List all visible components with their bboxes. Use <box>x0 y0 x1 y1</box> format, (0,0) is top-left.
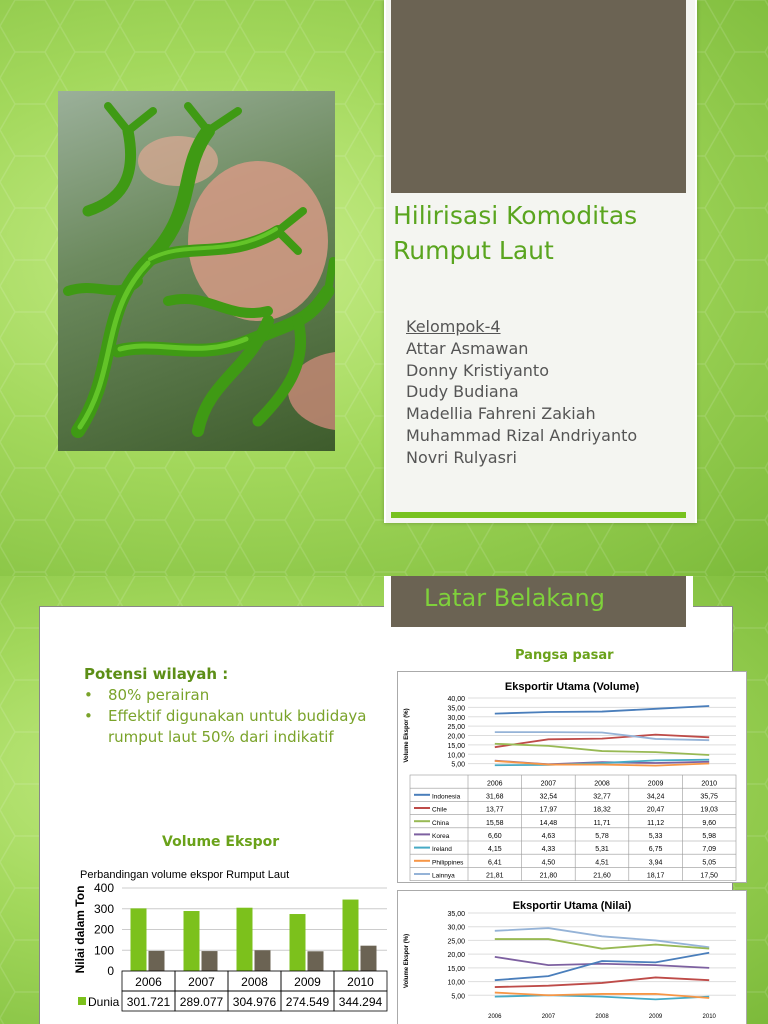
potensi-item: • 80% perairan <box>84 686 210 704</box>
x-tick-label: 2008 <box>241 975 268 989</box>
volume-line-chart <box>398 672 746 882</box>
data-label: 4,15 <box>487 846 502 854</box>
x-tick-label: 2007 <box>540 780 557 788</box>
y-tick-label: 5,00 <box>451 761 465 769</box>
series-line <box>495 977 709 987</box>
data-label: 13,77 <box>486 806 504 814</box>
data-label: 344.294 <box>338 995 383 1009</box>
y-tick-label: 400 <box>93 881 114 895</box>
data-label: 3,94 <box>648 859 663 867</box>
data-label: 19,03 <box>700 806 718 814</box>
y-tick-label: 15,00 <box>447 965 465 973</box>
value-line-chart-box <box>397 890 747 1024</box>
data-label: 17,50 <box>700 872 718 880</box>
presentation-title: Hilirisasi Komoditas Rumput Laut <box>393 201 638 265</box>
data-label: 32,54 <box>539 793 558 801</box>
data-label: 6,41 <box>487 859 502 867</box>
seaweed-illustration <box>58 91 335 451</box>
x-tick-label: 2007 <box>188 975 215 989</box>
data-label: 21,81 <box>486 872 504 880</box>
data-label: 20,47 <box>646 806 665 814</box>
data-label: 4,50 <box>541 859 556 867</box>
data-label: 18,32 <box>593 806 611 814</box>
x-tick-label: 2006 <box>135 975 162 989</box>
potensi-section <box>84 664 378 748</box>
data-label: 14,48 <box>539 819 558 827</box>
legend-label: Indonesia <box>432 793 461 801</box>
volume-title: Volume Ekspor <box>162 834 280 850</box>
x-tick-label: 2009 <box>294 975 321 989</box>
member-list <box>406 316 691 469</box>
bar <box>361 946 377 971</box>
y-tick-label: 5,00 <box>451 993 465 1001</box>
y-tick-label: 300 <box>93 901 114 916</box>
data-label: 15,58 <box>486 819 504 827</box>
data-label: 4,51 <box>595 859 609 867</box>
legend-label: Lainnya <box>432 872 455 880</box>
bar <box>131 908 147 971</box>
legend-swatch <box>78 997 86 1005</box>
data-label: 17,97 <box>539 806 558 814</box>
x-tick-label: 2008 <box>594 780 610 788</box>
title-panel-header <box>391 0 686 193</box>
legend-label: Philippines <box>432 859 464 867</box>
x-tick-label: 2009 <box>647 780 664 788</box>
data-label: 31,68 <box>486 793 504 801</box>
data-label: 9,60 <box>702 819 717 827</box>
data-label: 6,60 <box>487 833 502 840</box>
chart-title: Perbandingan volume ekspor Rumput Laut <box>80 869 290 881</box>
y-tick-label: 35,00 <box>447 705 465 713</box>
potensi-item: • Effektif digunakan untuk budidaya rumput laut 50% dari indikatif <box>84 707 367 746</box>
y-tick-label: 30,00 <box>447 714 465 722</box>
x-tick-label: 2009 <box>648 1014 663 1020</box>
data-label: 274.549 <box>285 995 330 1009</box>
y-axis-label: Nilai dalam Ton <box>73 885 87 974</box>
y-tick-label: 20,00 <box>447 733 465 741</box>
y-tick-label: 10,00 <box>447 979 465 987</box>
pangsa-title: Pangsa pasar <box>515 648 614 663</box>
bar <box>308 951 324 971</box>
legend-label: Chile <box>432 806 447 814</box>
bar <box>237 908 253 971</box>
bar <box>290 914 306 971</box>
y-tick-label: 20,00 <box>447 952 465 960</box>
bar <box>255 950 271 971</box>
data-label: 5,31 <box>595 846 609 854</box>
data-label: 11,71 <box>593 819 611 827</box>
y-tick-label: 100 <box>93 943 114 958</box>
data-label: 5,33 <box>648 833 663 840</box>
legend-label: Korea <box>432 833 450 840</box>
x-tick-label: 2010 <box>701 780 717 788</box>
member-name: Dudy Budiana <box>406 382 519 402</box>
data-label: 32,77 <box>593 793 611 801</box>
slide-heading: Latar Belakang <box>424 584 605 612</box>
y-tick-label: 35,00 <box>447 911 465 918</box>
series-line <box>495 928 709 947</box>
y-tick-label: 30,00 <box>447 924 465 932</box>
member-name: Donny Kristiyanto <box>406 360 549 380</box>
data-label: 5,98 <box>702 833 717 840</box>
bar <box>184 911 200 971</box>
data-label: 304.976 <box>232 995 277 1009</box>
y-tick-label: 200 <box>93 922 114 937</box>
accent-bar <box>391 512 686 518</box>
data-label: 21,60 <box>593 872 611 880</box>
data-label: 35,75 <box>700 793 718 801</box>
value-line-chart <box>398 891 746 1024</box>
data-label: 289.077 <box>179 995 224 1009</box>
data-label: 301.721 <box>126 995 171 1009</box>
group-label: Kelompok-4 <box>406 317 501 336</box>
bar <box>202 951 218 971</box>
x-tick-label: 2006 <box>488 1014 502 1020</box>
volume-line-chart-box <box>397 671 747 883</box>
data-label: 4,33 <box>541 846 556 854</box>
y-tick-label: 10,00 <box>447 752 465 760</box>
background-slide <box>0 576 768 1024</box>
x-tick-label: 2010 <box>347 975 374 989</box>
legend-label: Ireland <box>432 846 452 854</box>
data-label: 34,24 <box>646 793 665 801</box>
y-tick-label: 25,00 <box>447 938 465 946</box>
series-line <box>495 744 709 755</box>
chart-title: Eksportir Utama (Volume) <box>504 681 640 693</box>
x-tick-label: 2006 <box>487 780 503 788</box>
member-name: Madellia Fahreni Zakiah <box>406 404 596 424</box>
x-tick-label: 2007 <box>541 1014 556 1020</box>
y-tick-label: 25,00 <box>447 724 465 732</box>
member-name: Attar Asmawan <box>406 338 529 358</box>
data-label: 18,17 <box>646 872 665 880</box>
potensi-title: Potensi wilayah : <box>84 665 229 683</box>
data-label: 21,80 <box>539 872 558 880</box>
data-label: 5,05 <box>702 859 717 867</box>
chart-title: Eksportir Utama (Nilai) <box>512 900 632 912</box>
x-tick-label: 2008 <box>595 1014 609 1020</box>
y-tick-label: 0 <box>107 964 114 978</box>
member-name: Muhammad Rizal Andriyanto <box>406 425 638 445</box>
volume-bar-chart <box>72 864 392 1024</box>
bar <box>343 900 359 971</box>
member-name: Novri Rulyasri <box>406 447 517 467</box>
y-tick-label: 15,00 <box>447 742 465 750</box>
data-label: 4,63 <box>541 833 556 840</box>
y-axis-label: Volume Ekspor (%) <box>404 933 410 989</box>
bar <box>149 951 165 971</box>
legend-label: China <box>432 819 449 827</box>
data-label: 11,12 <box>647 819 665 827</box>
y-tick-label: 40,00 <box>447 696 465 703</box>
seaweed-photo <box>58 91 335 451</box>
data-label: 6,75 <box>648 846 663 854</box>
data-label: 5,78 <box>595 833 609 840</box>
y-axis-label: Volume Ekspor (%) <box>404 708 410 763</box>
x-tick-label: 2010 <box>702 1014 716 1020</box>
legend-label: Dunia <box>88 995 120 1009</box>
data-label: 7,09 <box>702 846 717 854</box>
